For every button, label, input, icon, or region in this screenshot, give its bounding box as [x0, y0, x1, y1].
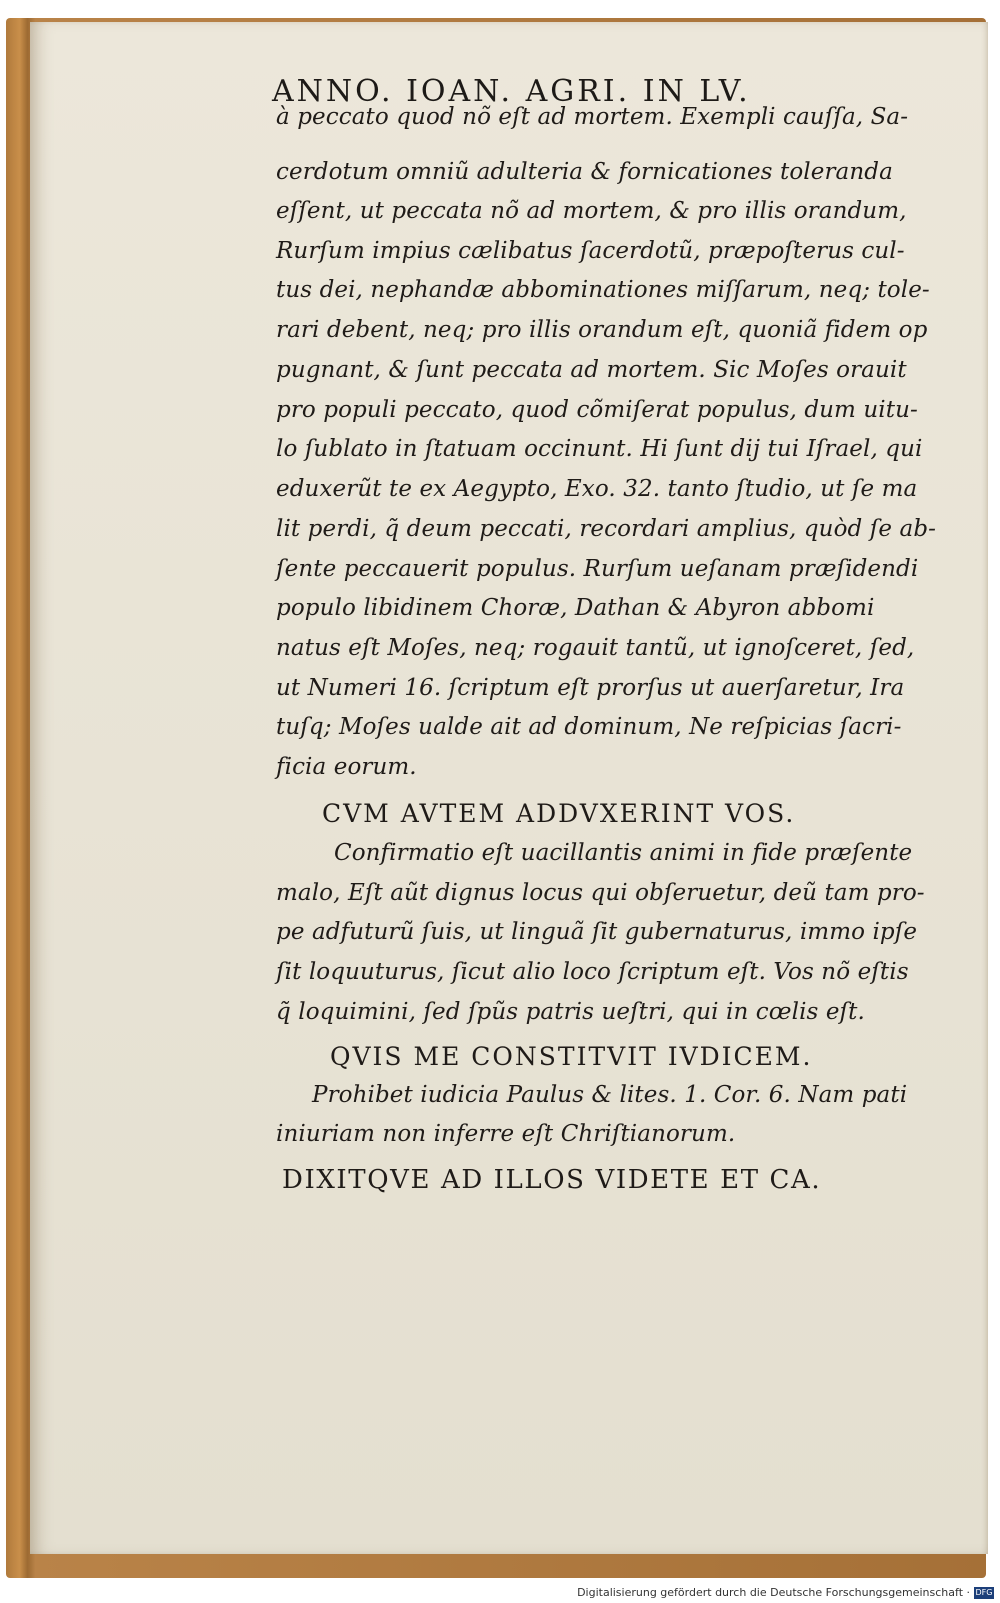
running-head: ANNO. IOAN. AGRI. IN LV. [272, 74, 751, 109]
text-line: Rurſum impius cælibatus ſacerdotũ, præpoſterus cul‑ [276, 238, 905, 264]
text-line: eduxerũt te ex Aegypto, Exo. 32. tanto ſtudio, ut ſe ma [276, 476, 918, 502]
footer-credit: Digitalisierung gefördert durch die Deutsche Forschungsgemeinschaft · [577, 1586, 970, 1599]
text-line: rari debent, neq; pro illis orandum eſt, quoniã fidem op [276, 317, 928, 343]
text-line: à peccato quod nõ eſt ad mortem. Exempli cauſſa, Sa‑ [276, 104, 909, 130]
text-line: eſſent, ut peccata nõ ad mortem, & pro illis orandum, [276, 198, 907, 224]
text-line: Confirmatio eſt uacillantis animi in fide præſente [334, 840, 913, 866]
text-line: ut Numeri 16. ſcriptum eſt prorſus ut auerſaretur, Ira [276, 675, 905, 701]
text-line: lo ſublato in ſtatuam occinunt. Hi ſunt dij tui Iſrael, qui [276, 436, 923, 462]
text-line: iniuriam non inferre eſt Chriſtianorum. [276, 1121, 736, 1147]
section-heading: QVIS ME CONSTITVIT IVDICEM. [330, 1042, 813, 1071]
text-line: q̃ loquimini, ſed ſpũs patris ueſtri, qui in cœlis eſt. [276, 999, 865, 1025]
text-line: pugnant, & ſunt peccata ad mortem. Sic Moſes orauit [276, 357, 907, 383]
catchword-heading: DIXITQVE AD ILLOS VIDETE ET CA. [282, 1165, 822, 1195]
text-line: Prohibet iudicia Paulus & lites. 1. Cor. 6. Nam pati [312, 1082, 908, 1108]
text-line: populo libidinem Choræ, Dathan & Abyron abbomi [276, 595, 875, 621]
text-line: ſente peccauerit populus. Rurſum ueſanam præſidendi [276, 556, 919, 582]
text-line: tuſq; Moſes ualde ait ad dominum, Ne reſpicias ſacri‑ [276, 714, 902, 740]
text-line: cerdotum omniũ adulteria & fornicationes toleranda [276, 159, 893, 185]
text-line: ficia eorum. [276, 754, 417, 780]
text-line: pro populi peccato, quod cõmiſerat populus, dum uitu‑ [276, 397, 918, 423]
text-line: malo, Eſt aũt dignus locus qui obſeruetur, deũ tam pro‑ [276, 880, 925, 906]
dfg-logo-icon: DFG [975, 1588, 993, 1597]
text-line: ſit loquuturus, ſicut alio loco ſcriptum eſt. Vos nõ eſtis [276, 959, 909, 985]
section-heading: CVM AVTEM ADDVXERINT VOS. [322, 799, 796, 828]
text-line: natus eſt Moſes, neq; rogauit tantũ, ut ignoſceret, ſed, [276, 635, 915, 661]
text-line: pe adfuturũ ſuis, ut linguã ſit gubernaturus, immo ipſe [276, 919, 918, 945]
text-line: lit perdi, q̃ deum peccati, recordari amplius, quòd ſe ab‑ [276, 516, 937, 542]
text-line: tus dei, nephandæ abbominationes miſſarum, neq; tole‑ [276, 277, 930, 303]
